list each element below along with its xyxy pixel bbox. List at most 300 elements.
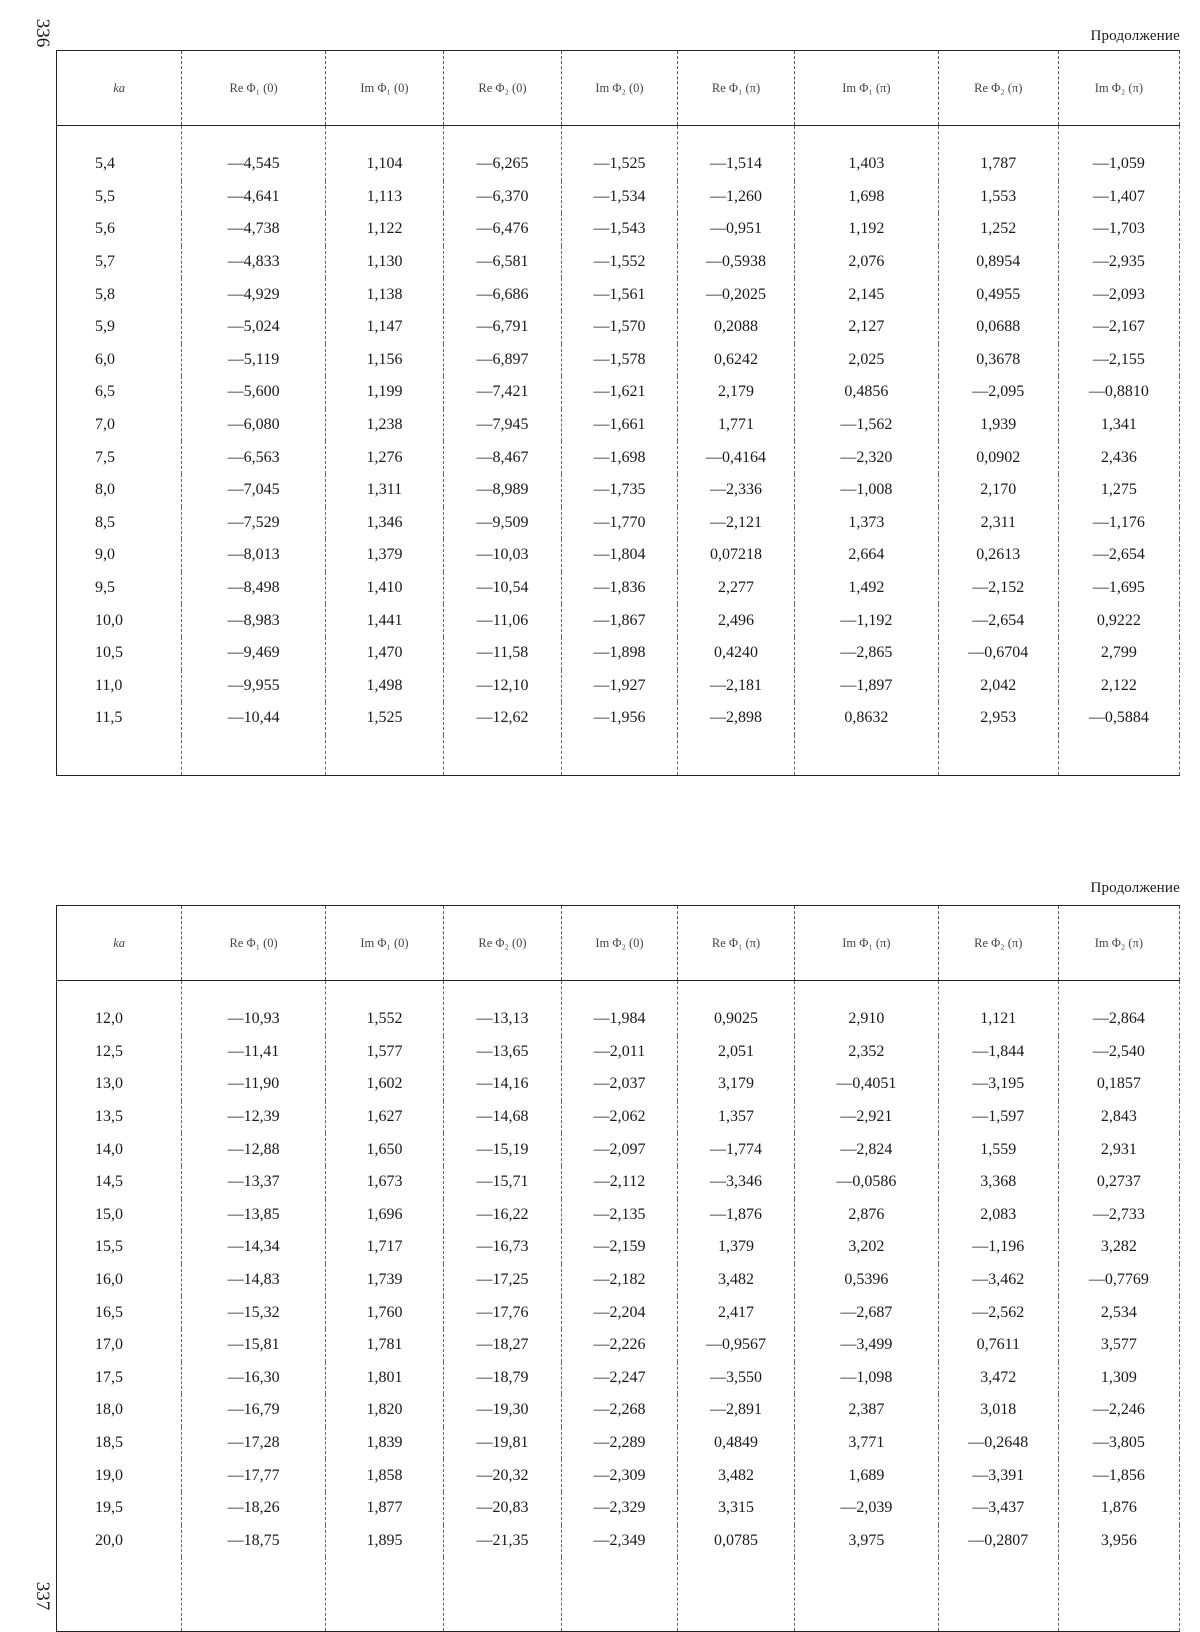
value-cell: —2,268	[562, 1394, 678, 1427]
column-header: Re Φ₂ (π)	[938, 906, 1058, 981]
value-cell: —13,13	[443, 981, 561, 1036]
value-cell: 1,689	[795, 1459, 939, 1492]
ka-cell: 14,0	[57, 1133, 182, 1166]
empty-cell	[678, 1557, 795, 1632]
value-cell: —15,81	[182, 1329, 326, 1362]
value-cell: 2,042	[938, 670, 1058, 703]
table-row	[57, 311, 1180, 344]
value-cell: 1,379	[325, 539, 443, 572]
value-cell: —1,570	[562, 311, 678, 344]
table-bottom-rule	[57, 735, 1180, 776]
column-header: Re Φ₁ (π)	[678, 906, 795, 981]
value-cell: 1,939	[938, 409, 1058, 442]
value-cell: 1,801	[325, 1362, 443, 1395]
value-cell: 1,373	[795, 507, 939, 540]
value-cell: —1,703	[1058, 213, 1179, 246]
continuation-label-top: Продолжение	[1090, 28, 1180, 44]
value-cell: —5,024	[182, 311, 326, 344]
value-cell: —12,39	[182, 1101, 326, 1134]
value-cell: 1,357	[678, 1101, 795, 1134]
value-cell: 1,252	[938, 213, 1058, 246]
value-cell: —10,03	[443, 539, 561, 572]
value-cell: —20,32	[443, 1459, 561, 1492]
value-cell: 0,0688	[938, 311, 1058, 344]
value-cell: 2,083	[938, 1199, 1058, 1232]
value-cell: —4,738	[182, 213, 326, 246]
value-cell: —3,805	[1058, 1427, 1179, 1460]
value-cell: —1,735	[562, 474, 678, 507]
value-cell: 1,309	[1058, 1362, 1179, 1395]
value-cell: —1,192	[795, 604, 939, 637]
value-cell: 1,771	[678, 409, 795, 442]
value-cell: —15,19	[443, 1133, 561, 1166]
value-cell: —1,525	[562, 126, 678, 181]
value-cell: —3,391	[938, 1459, 1058, 1492]
table-bottom-rule	[57, 1557, 1180, 1632]
table-row	[57, 1199, 1180, 1232]
value-cell: 1,113	[325, 181, 443, 214]
value-cell: 2,496	[678, 604, 795, 637]
value-cell: —16,79	[182, 1394, 326, 1427]
ka-cell: 9,0	[57, 539, 182, 572]
value-cell: —6,563	[182, 441, 326, 474]
value-cell: —4,545	[182, 126, 326, 181]
value-cell: —2,921	[795, 1101, 939, 1134]
value-cell: 3,179	[678, 1068, 795, 1101]
value-cell: —0,6704	[938, 637, 1058, 670]
value-cell: 1,498	[325, 670, 443, 703]
value-cell: 1,403	[795, 126, 939, 181]
value-cell: 2,436	[1058, 441, 1179, 474]
table-row	[57, 1492, 1180, 1525]
value-cell: 1,346	[325, 507, 443, 540]
value-cell: —13,65	[443, 1036, 561, 1069]
value-cell: —18,27	[443, 1329, 561, 1362]
table-row	[57, 1394, 1180, 1427]
value-cell: —1,695	[1058, 572, 1179, 605]
value-cell: 1,470	[325, 637, 443, 670]
value-cell: —2,011	[562, 1036, 678, 1069]
value-cell: —2,112	[562, 1166, 678, 1199]
value-cell: —1,578	[562, 344, 678, 377]
ka-cell: 11,0	[57, 670, 182, 703]
value-cell: —21,35	[443, 1525, 561, 1558]
value-cell: —18,26	[182, 1492, 326, 1525]
ka-cell: 18,5	[57, 1427, 182, 1460]
value-cell: —8,983	[182, 604, 326, 637]
value-cell: 1,876	[1058, 1492, 1179, 1525]
ka-cell: 5,4	[57, 126, 182, 181]
value-cell: 2,876	[795, 1199, 939, 1232]
value-cell: —0,2025	[678, 278, 795, 311]
ka-cell: 10,0	[57, 604, 182, 637]
empty-cell	[938, 735, 1058, 776]
value-cell: —14,34	[182, 1231, 326, 1264]
value-cell: —1,897	[795, 670, 939, 703]
value-cell: —0,2648	[938, 1427, 1058, 1460]
table-row	[57, 344, 1180, 377]
value-cell: 3,771	[795, 1427, 939, 1460]
empty-cell	[57, 1557, 182, 1632]
table-row	[57, 1329, 1180, 1362]
value-cell: —12,62	[443, 702, 561, 735]
value-cell: —1,984	[562, 981, 678, 1036]
value-cell: —6,686	[443, 278, 561, 311]
value-cell: 1,192	[795, 213, 939, 246]
value-cell: —2,182	[562, 1264, 678, 1297]
value-cell: —1,661	[562, 409, 678, 442]
empty-cell	[325, 735, 443, 776]
value-cell: —1,698	[562, 441, 678, 474]
value-cell: —17,76	[443, 1296, 561, 1329]
value-cell: —4,833	[182, 246, 326, 279]
value-cell: —0,5884	[1058, 702, 1179, 735]
value-cell: 2,170	[938, 474, 1058, 507]
ka-cell: 7,5	[57, 441, 182, 474]
value-cell: —0,4164	[678, 441, 795, 474]
value-cell: 3,368	[938, 1166, 1058, 1199]
value-cell: —8,989	[443, 474, 561, 507]
value-cell: —1,597	[938, 1101, 1058, 1134]
value-cell: —11,58	[443, 637, 561, 670]
value-cell: 1,379	[678, 1231, 795, 1264]
value-cell: 3,315	[678, 1492, 795, 1525]
value-cell: 0,9025	[678, 981, 795, 1036]
value-cell: —2,935	[1058, 246, 1179, 279]
ka-cell: 5,7	[57, 246, 182, 279]
empty-cell	[1058, 1557, 1179, 1632]
value-cell: —0,951	[678, 213, 795, 246]
table-row	[57, 1101, 1180, 1134]
value-cell: 2,122	[1058, 670, 1179, 703]
value-cell: —1,876	[678, 1199, 795, 1232]
value-cell: 0,3678	[938, 344, 1058, 377]
empty-cell	[938, 1557, 1058, 1632]
table-row	[57, 409, 1180, 442]
value-cell: —1,260	[678, 181, 795, 214]
value-cell: 1,553	[938, 181, 1058, 214]
value-cell: —1,098	[795, 1362, 939, 1395]
value-cell: —1,059	[1058, 126, 1179, 181]
ka-cell: 5,6	[57, 213, 182, 246]
value-cell: 0,8954	[938, 246, 1058, 279]
value-cell: 1,199	[325, 376, 443, 409]
table-row	[57, 1133, 1180, 1166]
ka-cell: 20,0	[57, 1525, 182, 1558]
table-row	[57, 702, 1180, 735]
value-cell: —16,30	[182, 1362, 326, 1395]
value-cell: —2,246	[1058, 1394, 1179, 1427]
value-cell: —1,514	[678, 126, 795, 181]
table-row	[57, 1525, 1180, 1558]
ka-cell: 6,5	[57, 376, 182, 409]
table-bottom	[56, 905, 1180, 1605]
value-cell: 1,760	[325, 1296, 443, 1329]
value-cell: —6,476	[443, 213, 561, 246]
value-cell: —2,135	[562, 1199, 678, 1232]
value-cell: 0,7611	[938, 1329, 1058, 1362]
value-cell: —18,75	[182, 1525, 326, 1558]
empty-cell	[562, 735, 678, 776]
value-cell: 1,525	[325, 702, 443, 735]
value-cell: 1,602	[325, 1068, 443, 1101]
value-cell: 1,895	[325, 1525, 443, 1558]
ka-cell: 12,5	[57, 1036, 182, 1069]
empty-cell	[1058, 735, 1179, 776]
value-cell: 1,673	[325, 1166, 443, 1199]
value-cell: —1,956	[562, 702, 678, 735]
value-cell: —2,540	[1058, 1036, 1179, 1069]
ka-cell: 13,5	[57, 1101, 182, 1134]
value-cell: 3,975	[795, 1525, 939, 1558]
table-header-row	[57, 51, 1180, 126]
table-row	[57, 670, 1180, 703]
empty-cell	[57, 735, 182, 776]
ka-cell: 5,5	[57, 181, 182, 214]
value-cell: 3,482	[678, 1459, 795, 1492]
value-cell: 1,276	[325, 441, 443, 474]
value-cell: 0,6242	[678, 344, 795, 377]
column-header: Im Φ₁ (π)	[795, 51, 939, 126]
value-cell: —1,804	[562, 539, 678, 572]
value-cell: 2,025	[795, 344, 939, 377]
empty-cell	[443, 735, 561, 776]
value-cell: 0,2088	[678, 311, 795, 344]
table-row	[57, 637, 1180, 670]
ka-cell: 17,5	[57, 1362, 182, 1395]
table-row	[57, 181, 1180, 214]
value-cell: —10,93	[182, 981, 326, 1036]
value-cell: —1,621	[562, 376, 678, 409]
table-row	[57, 981, 1180, 1036]
value-cell: —1,856	[1058, 1459, 1179, 1492]
value-cell: —2,687	[795, 1296, 939, 1329]
value-cell: —2,562	[938, 1296, 1058, 1329]
value-cell: 1,717	[325, 1231, 443, 1264]
value-cell: 2,145	[795, 278, 939, 311]
value-cell: —1,561	[562, 278, 678, 311]
value-cell: 2,534	[1058, 1296, 1179, 1329]
value-cell: 3,282	[1058, 1231, 1179, 1264]
value-cell: 0,4849	[678, 1427, 795, 1460]
ka-cell: 10,5	[57, 637, 182, 670]
ka-cell: 16,0	[57, 1264, 182, 1297]
value-cell: 2,417	[678, 1296, 795, 1329]
empty-cell	[182, 1557, 326, 1632]
value-cell: —0,2807	[938, 1525, 1058, 1558]
ka-cell: 13,0	[57, 1068, 182, 1101]
ka-cell: 15,0	[57, 1199, 182, 1232]
table-row	[57, 1166, 1180, 1199]
value-cell: —2,336	[678, 474, 795, 507]
value-cell: 1,156	[325, 344, 443, 377]
value-cell: 0,4240	[678, 637, 795, 670]
column-header: ka	[57, 906, 182, 981]
value-cell: 2,843	[1058, 1101, 1179, 1134]
value-cell: —2,865	[795, 637, 939, 670]
value-cell: —0,0586	[795, 1166, 939, 1199]
value-cell: 1,650	[325, 1133, 443, 1166]
value-cell: —10,44	[182, 702, 326, 735]
value-cell: 3,577	[1058, 1329, 1179, 1362]
value-cell: —14,16	[443, 1068, 561, 1101]
table-row	[57, 1231, 1180, 1264]
value-cell: —7,421	[443, 376, 561, 409]
table-row	[57, 376, 1180, 409]
empty-cell	[562, 1557, 678, 1632]
ka-cell: 14,5	[57, 1166, 182, 1199]
empty-cell	[678, 735, 795, 776]
value-cell: —2,121	[678, 507, 795, 540]
value-cell: 1,492	[795, 572, 939, 605]
value-cell: —1,562	[795, 409, 939, 442]
value-cell: —1,008	[795, 474, 939, 507]
value-cell: —4,641	[182, 181, 326, 214]
value-cell: 2,799	[1058, 637, 1179, 670]
value-cell: —1,770	[562, 507, 678, 540]
column-header: Re Φ₁ (π)	[678, 51, 795, 126]
value-cell: 1,781	[325, 1329, 443, 1362]
table-row	[57, 572, 1180, 605]
value-cell: 1,839	[325, 1427, 443, 1460]
column-header: Re Φ₁ (0)	[182, 51, 326, 126]
value-cell: 0,0902	[938, 441, 1058, 474]
value-cell: —7,945	[443, 409, 561, 442]
value-cell: —15,71	[443, 1166, 561, 1199]
value-cell: —10,54	[443, 572, 561, 605]
value-cell: 1,698	[795, 181, 939, 214]
value-cell: —16,73	[443, 1231, 561, 1264]
value-cell: —11,06	[443, 604, 561, 637]
value-cell: —11,90	[182, 1068, 326, 1101]
table-row	[57, 604, 1180, 637]
value-cell: —2,226	[562, 1329, 678, 1362]
value-cell: 2,076	[795, 246, 939, 279]
value-cell: —9,509	[443, 507, 561, 540]
column-header: Re Φ₂ (0)	[443, 51, 561, 126]
column-header: Re Φ₁ (0)	[182, 906, 326, 981]
value-cell: —2,320	[795, 441, 939, 474]
value-cell: 1,121	[938, 981, 1058, 1036]
value-cell: 2,127	[795, 311, 939, 344]
value-cell: 2,352	[795, 1036, 939, 1069]
table-row	[57, 278, 1180, 311]
value-cell: —1,543	[562, 213, 678, 246]
value-cell: —5,119	[182, 344, 326, 377]
value-cell: 0,07218	[678, 539, 795, 572]
value-cell: 0,8632	[795, 702, 939, 735]
value-cell: —3,550	[678, 1362, 795, 1395]
table-row	[57, 213, 1180, 246]
table-top	[56, 50, 1180, 750]
value-cell: 0,9222	[1058, 604, 1179, 637]
value-cell: —2,309	[562, 1459, 678, 1492]
table-row	[57, 441, 1180, 474]
value-cell: —3,346	[678, 1166, 795, 1199]
value-cell: 0,0785	[678, 1525, 795, 1558]
value-cell: —3,195	[938, 1068, 1058, 1101]
value-cell: —0,9567	[678, 1329, 795, 1362]
empty-cell	[795, 735, 939, 776]
value-cell: 1,577	[325, 1036, 443, 1069]
empty-cell	[182, 735, 326, 776]
value-cell: —19,81	[443, 1427, 561, 1460]
column-header: Im Φ₂ (0)	[562, 51, 678, 126]
value-cell: 2,311	[938, 507, 1058, 540]
value-cell: —2,733	[1058, 1199, 1179, 1232]
value-cell: —14,68	[443, 1101, 561, 1134]
value-cell: —6,370	[443, 181, 561, 214]
table-row	[57, 246, 1180, 279]
table-row	[57, 126, 1180, 181]
ka-cell: 8,0	[57, 474, 182, 507]
value-cell: 3,018	[938, 1394, 1058, 1427]
value-cell: —9,469	[182, 637, 326, 670]
value-cell: 2,051	[678, 1036, 795, 1069]
value-cell: 2,179	[678, 376, 795, 409]
value-cell: 1,552	[325, 981, 443, 1036]
value-cell: —12,10	[443, 670, 561, 703]
value-cell: 1,877	[325, 1492, 443, 1525]
value-cell: 1,441	[325, 604, 443, 637]
value-cell: —17,28	[182, 1427, 326, 1460]
value-cell: —1,836	[562, 572, 678, 605]
value-cell: —2,247	[562, 1362, 678, 1395]
value-cell: —8,467	[443, 441, 561, 474]
value-cell: —18,79	[443, 1362, 561, 1395]
value-cell: 1,341	[1058, 409, 1179, 442]
ka-cell: 5,8	[57, 278, 182, 311]
value-cell: 1,138	[325, 278, 443, 311]
ka-cell: 5,9	[57, 311, 182, 344]
value-cell: 0,2613	[938, 539, 1058, 572]
value-cell: —2,097	[562, 1133, 678, 1166]
value-cell: 1,410	[325, 572, 443, 605]
ka-cell: 9,5	[57, 572, 182, 605]
table-row	[57, 1264, 1180, 1297]
table-row	[57, 1296, 1180, 1329]
value-cell: —2,062	[562, 1101, 678, 1134]
value-cell: 3,472	[938, 1362, 1058, 1395]
value-cell: —15,32	[182, 1296, 326, 1329]
value-cell: —17,77	[182, 1459, 326, 1492]
value-cell: —8,498	[182, 572, 326, 605]
value-cell: —2,329	[562, 1492, 678, 1525]
value-cell: —8,013	[182, 539, 326, 572]
value-cell: —3,437	[938, 1492, 1058, 1525]
ka-cell: 8,5	[57, 507, 182, 540]
value-cell: —6,897	[443, 344, 561, 377]
ka-cell: 12,0	[57, 981, 182, 1036]
value-cell: —16,22	[443, 1199, 561, 1232]
value-cell: 1,275	[1058, 474, 1179, 507]
value-cell: —2,167	[1058, 311, 1179, 344]
value-cell: 1,787	[938, 126, 1058, 181]
value-cell: —2,864	[1058, 981, 1179, 1036]
continuation-label-bottom: Продолжение	[1090, 880, 1180, 896]
empty-cell	[795, 1557, 939, 1632]
value-cell: —2,155	[1058, 344, 1179, 377]
value-cell: 2,953	[938, 702, 1058, 735]
ka-cell: 18,0	[57, 1394, 182, 1427]
ka-cell: 17,0	[57, 1329, 182, 1362]
value-cell: —6,791	[443, 311, 561, 344]
value-cell: —6,265	[443, 126, 561, 181]
column-header: Re Φ₂ (0)	[443, 906, 561, 981]
value-cell: —1,867	[562, 604, 678, 637]
column-header: Im Φ₁ (0)	[325, 906, 443, 981]
page-number-bottom: 337	[32, 1581, 53, 1611]
